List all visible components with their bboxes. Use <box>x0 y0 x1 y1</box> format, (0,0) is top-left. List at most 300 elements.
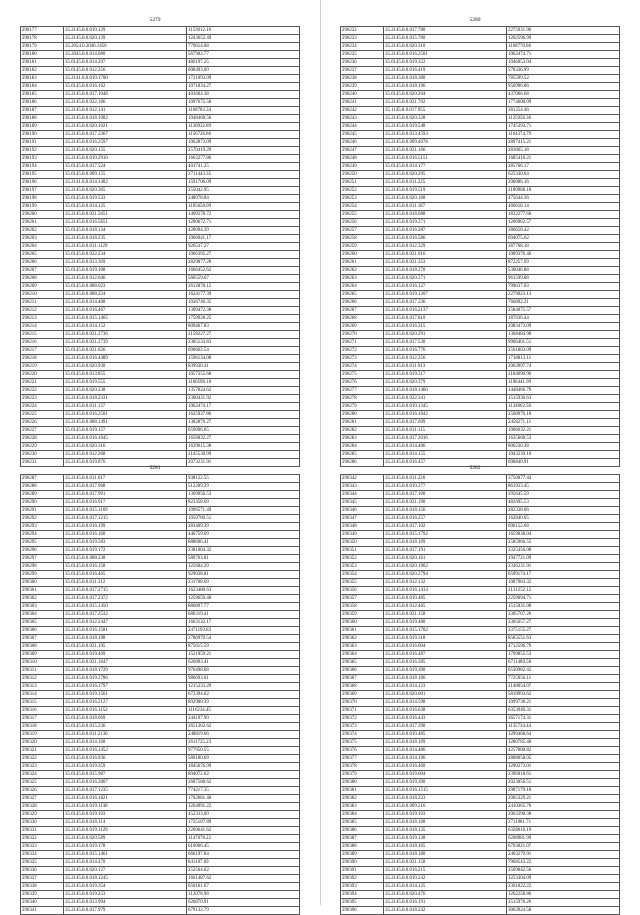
table-row <box>341 395 620 403</box>
row-id-cell: 290197 <box>21 187 64 195</box>
code-cell: 35.2145.8.0.020.316 <box>64 443 187 451</box>
row-id-cell: 290196 <box>21 179 64 187</box>
table-row <box>21 163 300 171</box>
table-row <box>21 403 300 411</box>
code-cell: 35.2145.8.0.015.1461 <box>64 851 187 859</box>
panel-title: 5281 <box>149 465 161 471</box>
code-cell: 35.2145.8.0.018.380 <box>384 75 507 83</box>
table-row <box>21 739 300 747</box>
row-id-cell: 290327 <box>21 795 64 803</box>
amount-cell: 2158227.27 <box>187 331 300 339</box>
code-cell: 35.2145.8.0.020.238 <box>64 387 187 395</box>
amount-cell: 823358.69 <box>187 499 300 507</box>
table-row <box>341 371 620 379</box>
data-table <box>340 26 620 467</box>
table-row <box>341 307 620 315</box>
row-id-cell: 290348 <box>341 523 384 531</box>
amount-cell: 2131252.12 <box>507 587 620 595</box>
amount-cell: 1096571.49 <box>187 507 300 515</box>
row-id-cell: 290301 <box>21 587 64 595</box>
row-id-cell: 290314 <box>21 691 64 699</box>
table-row <box>341 795 620 803</box>
code-cell: 35.2145.8.0.021.166 <box>384 147 507 155</box>
code-cell: 35.2145.8.0.020.1021 <box>64 123 187 131</box>
amount-cell: 1623480.63 <box>187 587 300 595</box>
amount-cell: 2083473.09 <box>507 323 620 331</box>
row-id-cell: 290334 <box>21 851 64 859</box>
row-id-cell: 290364 <box>341 651 384 659</box>
row-id-cell: 290315 <box>21 699 64 707</box>
table-row <box>21 691 300 699</box>
code-cell: 35.2145.8.0.019.354 <box>64 883 187 891</box>
code-cell: 35.2145.8.0.018.2331 <box>64 395 187 403</box>
table-row <box>341 811 620 819</box>
table-row <box>21 275 300 283</box>
table-row <box>341 731 620 739</box>
table-row <box>21 107 300 115</box>
row-id-cell: 290177 <box>21 27 64 35</box>
amount-cell: 1071834.27 <box>187 83 300 91</box>
table-row <box>21 587 300 595</box>
row-id-cell: 290353 <box>341 563 384 571</box>
amount-cell: 977950.55 <box>187 747 300 755</box>
code-cell: 35.2145.8.0.017.2532 <box>64 611 187 619</box>
table-row <box>341 411 620 419</box>
code-cell: 35.2145.8.0.021.158 <box>384 611 507 619</box>
row-id-cell: 290224 <box>21 403 64 411</box>
row-id-cell: 290284 <box>341 443 384 451</box>
amount-cell: 659096.65 <box>187 427 300 435</box>
code-cell: 35.2145.8.0.009.4078 <box>384 139 507 147</box>
code-cell: 35.2145.8.0.011.2130 <box>64 731 187 739</box>
code-cell: 35.2145.8.0.017.968 <box>64 483 187 491</box>
code-cell: 35.2145.8.0.018.169 <box>384 539 507 547</box>
table-row <box>341 723 620 731</box>
table-row <box>21 451 300 459</box>
code-cell: 35.2145.8.0.019.317 <box>384 371 507 379</box>
table-row <box>341 875 620 883</box>
table-row <box>21 699 300 707</box>
code-cell: 35.0145.8.0.022.234 <box>64 251 187 259</box>
table-row <box>21 707 300 715</box>
amount-cell: 2568976.18 <box>507 411 620 419</box>
row-id-cell: 290350 <box>341 539 384 547</box>
code-cell: 35.2145.8.0.012.2447 <box>64 619 187 627</box>
amount-cell: 839930.41 <box>187 363 300 371</box>
row-id-cell: 290254 <box>341 203 384 211</box>
code-cell: 35.0145.8.0.019.103 <box>64 811 187 819</box>
amount-cell: 1702681.40 <box>187 795 300 803</box>
amount-cell: 2361022.22 <box>507 883 620 891</box>
table-row <box>21 27 300 35</box>
code-cell: 35.2145.8.0.021.190 <box>384 499 507 507</box>
row-id-cell: 290368 <box>341 683 384 691</box>
row-id-cell: 290181 <box>21 59 64 67</box>
row-id-cell: 290212 <box>21 307 64 315</box>
row-id-cell: 290297 <box>21 555 64 563</box>
table-row <box>341 315 620 323</box>
row-id-cell: 290320 <box>21 739 64 747</box>
table-row <box>21 571 300 579</box>
code-cell: 35.1145.8.0.017.955 <box>384 107 507 115</box>
amount-cell: 1721093.09 <box>187 75 300 83</box>
table-row <box>341 59 620 67</box>
code-cell: 35.2145.8.0.018.688 <box>384 211 507 219</box>
code-cell: 35.2145.8.0.018.156 <box>384 507 507 515</box>
amount-cell: 2808058.05 <box>507 755 620 763</box>
code-cell: 35.2145.8.0.016.604 <box>384 643 507 651</box>
amount-cell: 626893.41 <box>187 659 300 667</box>
row-id-cell: 290239 <box>341 83 384 91</box>
table-row <box>21 131 300 139</box>
amount-cell: 1089376.46 <box>507 251 620 259</box>
row-id-cell: 290392 <box>341 875 384 883</box>
table-row <box>21 179 300 187</box>
code-cell: 35.2145.8.0.018.1082 <box>64 115 187 123</box>
amount-cell: 1215233.29 <box>187 683 300 691</box>
table-row <box>341 283 620 291</box>
code-cell: 35.2145.8.0.017.1235 <box>64 787 187 795</box>
code-cell: 35.2145.8.0.019.103 <box>384 811 507 819</box>
table-row <box>21 899 300 907</box>
row-id-cell: 290221 <box>21 379 64 387</box>
amount-cell: 3325456.08 <box>507 547 620 555</box>
table-row <box>341 899 620 907</box>
table-row <box>21 563 300 571</box>
amount-cell: 2403279.91 <box>507 851 620 859</box>
row-id-cell: 290330 <box>21 819 64 827</box>
amount-cell: 2275931.96 <box>507 27 620 35</box>
table-row <box>341 475 620 483</box>
row-id-cell: 290205 <box>21 251 64 259</box>
table-row <box>21 579 300 587</box>
amount-cell: 187636.44 <box>507 315 620 323</box>
code-cell: 35.0145.8.0.014.177 <box>384 163 507 171</box>
table-row <box>21 795 300 803</box>
amount-cell: 2381004.32 <box>187 547 300 555</box>
table-row <box>21 371 300 379</box>
row-id-cell: 290286 <box>341 459 384 467</box>
table-row <box>341 539 620 547</box>
table-row <box>21 787 300 795</box>
table-row <box>21 643 300 651</box>
table-row <box>21 395 300 403</box>
row-id-cell: 290208 <box>21 275 64 283</box>
amount-cell: 452333.09 <box>187 811 300 819</box>
code-cell: 35.2145.8.0.016.191 <box>384 899 507 907</box>
amount-cell: 2687588.62 <box>187 779 300 787</box>
amount-cell: 6711489.58 <box>507 659 620 667</box>
code-cell: 35.0145.8.0.012.256 <box>64 67 187 75</box>
amount-cell: 875615.59 <box>187 643 300 651</box>
amount-cell: 841107.69 <box>187 859 300 867</box>
row-id-cell: 290379 <box>341 771 384 779</box>
table-row <box>21 347 300 355</box>
amount-cell: 1168783.34 <box>187 107 300 115</box>
table-row <box>341 827 620 835</box>
table-row <box>21 811 300 819</box>
table-row <box>21 307 300 315</box>
code-cell: 35.2145.8.0.016.160 <box>64 531 187 539</box>
table-row <box>21 315 300 323</box>
code-cell: 35.0145.8.0.015.236 <box>64 723 187 731</box>
amount-cell: 1515930.63 <box>507 395 620 403</box>
table-row <box>21 235 300 243</box>
table-row <box>341 43 620 51</box>
row-id-cell: 290375 <box>341 739 384 747</box>
amount-cell: 1745393.71 <box>507 123 620 131</box>
amount-cell: 616066.45 <box>187 843 300 851</box>
table-row <box>21 499 300 507</box>
code-cell: 35.2145.8.0.018.114 <box>64 819 187 827</box>
row-id-cell: 290238 <box>341 75 384 83</box>
row-id-cell: 290332 <box>21 835 64 843</box>
row-id-cell: 290351 <box>341 547 384 555</box>
table-row <box>341 483 620 491</box>
row-id-cell: 290337 <box>21 875 64 883</box>
code-cell: 35.2145.8.0.018.165 <box>384 843 507 851</box>
amount-cell: 872257.09 <box>507 259 620 267</box>
table-row <box>21 219 300 227</box>
code-cell: 35.2145.8.0.016.1581 <box>64 627 187 635</box>
code-cell: 35.2145.8.0.021.916 <box>384 251 507 259</box>
code-cell: 35.0145.8.0.008.238 <box>64 555 187 563</box>
amount-cell: 252564.62 <box>187 867 300 875</box>
amount-cell: 2259094.71 <box>507 595 620 603</box>
row-id-cell: 290215 <box>21 331 64 339</box>
code-cell: 35.2145.8.0.016.419 <box>384 67 507 75</box>
table-row <box>341 851 620 859</box>
code-cell: 35.2145.8.0.018.135 <box>384 827 507 835</box>
table-row <box>341 179 620 187</box>
row-id-cell: 290232 <box>341 27 384 35</box>
code-cell: 35.0145.8.0.021.195 <box>64 643 187 651</box>
amount-cell: 1448466.79 <box>507 387 620 395</box>
table-row <box>341 571 620 579</box>
table-row <box>21 147 300 155</box>
table-row <box>341 627 620 635</box>
code-cell: 35.0145.8.0.018.669 <box>64 715 187 723</box>
table-row <box>341 419 620 427</box>
table-row <box>341 387 620 395</box>
code-cell: 35.2145.8.0.018.1729 <box>64 667 187 675</box>
table-row <box>341 203 620 211</box>
table-row <box>341 35 620 43</box>
amount-cell: 7968543.22 <box>507 859 620 867</box>
table-row <box>341 843 620 851</box>
row-id-cell: 290328 <box>21 803 64 811</box>
row-id-cell: 290231 <box>21 459 64 467</box>
code-cell: 35.2145.8.0.014.486 <box>384 747 507 755</box>
row-id-cell: 290274 <box>341 363 384 371</box>
table-panel <box>340 15 610 467</box>
row-id-cell: 290365 <box>341 659 384 667</box>
table-row <box>341 531 620 539</box>
code-cell: 35.2145.8.0.017.191 <box>384 547 507 555</box>
row-id-cell: 290209 <box>21 283 64 291</box>
amount-cell: 282338.06 <box>507 507 620 515</box>
row-id-cell: 290391 <box>341 867 384 875</box>
row-id-cell: 290339 <box>21 891 64 899</box>
row-id-cell: 290259 <box>341 243 384 251</box>
row-id-cell: 290200 <box>21 211 64 219</box>
code-cell: 35.2145.8.0.015.1465 <box>64 315 187 323</box>
page-divider <box>320 0 321 905</box>
row-id-cell: 290185 <box>21 91 64 99</box>
amount-cell: 1774600.09 <box>507 99 620 107</box>
table-row <box>21 515 300 523</box>
amount-cell: 2471193.83 <box>187 627 300 635</box>
row-id-cell: 290293 <box>21 523 64 531</box>
amount-cell: 1656832.27 <box>187 435 300 443</box>
amount-cell: 1409278.72 <box>187 211 300 219</box>
row-id-cell: 290210 <box>21 291 64 299</box>
code-cell: 35.0145.8.0.019.157 <box>64 427 187 435</box>
code-cell: 35.2145.8.0.017.810 <box>384 315 507 323</box>
row-id-cell: 290194 <box>21 163 64 171</box>
panel-title: 5280 <box>469 17 481 23</box>
row-id-cell: 290207 <box>21 267 64 275</box>
table-row <box>21 155 300 163</box>
table-row <box>21 475 300 483</box>
amount-cell: 2829877.28 <box>187 259 300 267</box>
table-row <box>21 603 300 611</box>
code-cell: 35.2145.8.0.021.2739 <box>64 339 187 347</box>
table-row <box>21 67 300 75</box>
table-row <box>341 643 620 651</box>
row-id-cell: 290216 <box>21 339 64 347</box>
table-row <box>341 51 620 59</box>
table-row <box>341 403 620 411</box>
row-id-cell: 290324 <box>21 771 64 779</box>
data-table <box>20 474 300 915</box>
row-id-cell: 290235 <box>341 51 384 59</box>
amount-cell: 2611725.23 <box>187 739 300 747</box>
row-id-cell: 290250 <box>341 171 384 179</box>
amount-cell: 894072.62 <box>187 771 300 779</box>
row-id-cell: 290272 <box>341 347 384 355</box>
amount-cell: 200086.16 <box>507 179 620 187</box>
code-cell: 35.2145.8.0.011.225 <box>384 179 507 187</box>
amount-cell: 929038.81 <box>187 571 300 579</box>
table-row <box>341 275 620 283</box>
code-cell: 35.0145.8.0.009.155 <box>64 171 187 179</box>
code-cell: 35.0145.8.0.019.533 <box>64 195 187 203</box>
row-id-cell: 290226 <box>21 419 64 427</box>
code-cell: 35.2145.8.0.020.291 <box>384 331 507 339</box>
amount-cell: 566559.67 <box>187 275 300 283</box>
code-cell: 35.2145.8.0.020.127 <box>64 867 187 875</box>
code-cell: 35.2045.8.0.014.080 <box>64 51 187 59</box>
amount-cell: 1050780.51 <box>187 515 300 523</box>
row-id-cell: 290307 <box>21 635 64 643</box>
code-cell: 35.2145.8.0.016.2597 <box>64 139 187 147</box>
amount-cell: 2651362.62 <box>187 723 300 731</box>
amount-cell: 162840.05 <box>507 515 620 523</box>
amount-cell: 625330.64 <box>507 171 620 179</box>
code-cell: 35.2145.8.0.010.485 <box>384 595 507 603</box>
amount-cell: 1832277.60 <box>507 211 620 219</box>
row-id-cell: 290206 <box>21 259 64 267</box>
amount-cell: 466618.14 <box>507 203 620 211</box>
amount-cell: 2396018.61 <box>507 771 620 779</box>
table-row <box>341 139 620 147</box>
code-cell: 35.2141.8.0.010.1700 <box>64 75 187 83</box>
code-cell: 35.0145.8.0.020.204 <box>384 91 507 99</box>
code-cell: 35.0145.8.0.008.623 <box>64 283 187 291</box>
table-row <box>341 555 620 563</box>
amount-cell: 1006632.21 <box>507 427 620 435</box>
amount-cell: 475644.36 <box>507 195 620 203</box>
row-id-cell: 290234 <box>341 43 384 51</box>
table-row <box>21 539 300 547</box>
amount-cell: 2336231.91 <box>507 563 620 571</box>
amount-cell: 3299468.64 <box>507 731 620 739</box>
amount-cell: 2897415.21 <box>507 139 620 147</box>
code-cell: 35.2145.8.0.016.443 <box>384 715 507 723</box>
code-cell: 35.2145.8.0.017.2715 <box>64 587 187 595</box>
code-cell: 35.2145.8.0.018.196 <box>384 83 507 91</box>
amount-cell: 1166598.18 <box>187 379 300 387</box>
code-cell: 35.2145.8.0.013.4593 <box>384 131 507 139</box>
code-cell: 35.2145.8.0.021.1847 <box>64 659 187 667</box>
code-cell: 35.0145.8.0.017.524 <box>64 163 187 171</box>
row-id-cell: 290380 <box>341 779 384 787</box>
panel-title: 5282 <box>469 465 481 471</box>
amount-cell: 650161.67 <box>187 883 300 891</box>
table-row <box>21 387 300 395</box>
table-row <box>341 443 620 451</box>
row-id-cell: 290247 <box>341 147 384 155</box>
amount-cell: 2260641.62 <box>187 827 300 835</box>
code-cell: 35.2145.8.0.016.315 <box>384 323 507 331</box>
row-id-cell: 290358 <box>341 603 384 611</box>
amount-cell: 3290273.01 <box>507 763 620 771</box>
table-row <box>341 107 620 115</box>
row-id-cell: 290347 <box>341 515 384 523</box>
table-row <box>21 115 300 123</box>
amount-cell: 1382879.27 <box>187 419 300 427</box>
row-id-cell: 290285 <box>341 451 384 459</box>
table-row <box>21 339 300 347</box>
code-cell: 35.2145.8.0.016.257 <box>384 515 507 523</box>
code-cell: 35.2145.8.0.020.155 <box>64 147 187 155</box>
row-id-cell: 290237 <box>341 67 384 75</box>
table-row <box>341 115 620 123</box>
amount-cell: 696152.68 <box>507 523 620 531</box>
amount-cell: 1845676.99 <box>187 763 300 771</box>
row-id-cell: 290187 <box>21 107 64 115</box>
table-row <box>21 99 300 107</box>
table-row <box>341 499 620 507</box>
code-cell: 35.2145.8.0.014.155 <box>384 451 507 459</box>
amount-cell: 1596134.08 <box>187 355 300 363</box>
row-id-cell: 290387 <box>341 835 384 843</box>
code-cell: 35.2145.8.0.011.226 <box>384 475 507 483</box>
table-row <box>341 579 620 587</box>
table-row <box>21 323 300 331</box>
table-row <box>21 907 300 915</box>
code-cell: 35.2145.8.0.012.465 <box>384 603 507 611</box>
code-cell: 35.2145.8.0.016.199 <box>64 523 187 531</box>
row-id-cell: 290281 <box>341 419 384 427</box>
amount-cell: 1147078.22 <box>187 835 300 843</box>
code-cell: 35.2145.8.0.017.991 <box>64 491 187 499</box>
row-id-cell: 290248 <box>341 155 384 163</box>
table-row <box>341 259 620 267</box>
table-row <box>21 547 300 555</box>
table-row <box>21 651 300 659</box>
